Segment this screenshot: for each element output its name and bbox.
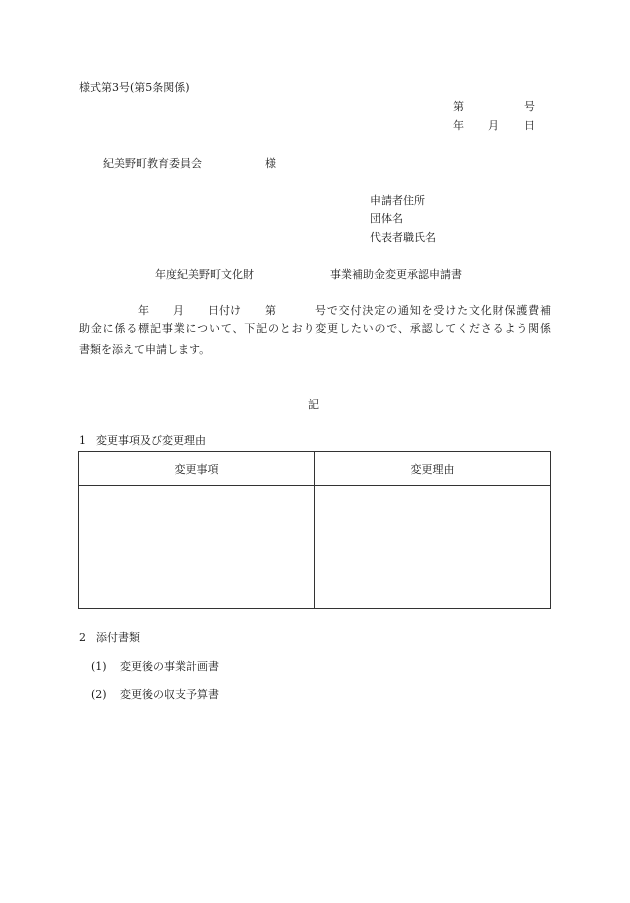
document-title-part2: 事業補助金変更承認申請書 [330, 268, 462, 281]
applicant-rep-label: 代表者職氏名 [370, 231, 436, 244]
date-year: 年 [453, 119, 464, 132]
applicant-org-label: 団体名 [370, 212, 403, 225]
attachment-2-text: 変更後の収支予算書 [120, 688, 219, 701]
applicant-address-label: 申請者住所 [370, 194, 425, 207]
change-reason-cell[interactable] [315, 486, 551, 609]
section2-number: 2 [79, 631, 86, 644]
body-year: 年 [138, 304, 149, 317]
date-month: 月 [488, 119, 499, 132]
body-month: 月 [173, 304, 184, 317]
attachment-2-number: (2) [91, 688, 107, 701]
change-item-header: 変更事項 [79, 452, 315, 486]
attachment-1-number: (1) [91, 660, 107, 673]
body-dai: 第 [265, 304, 276, 317]
doc-number-go: 号 [524, 100, 535, 113]
addressee-honorific: 様 [265, 157, 276, 170]
document-title-part1: 年度紀美野町文化財 [155, 268, 254, 281]
change-table [78, 451, 551, 609]
form-number: 様式第3号(第5条関係) [79, 81, 190, 94]
table-header-row [79, 452, 551, 486]
body-line3: 書類を添えて申請します。 [79, 343, 211, 356]
date-day: 日 [524, 119, 535, 132]
attachment-1-text: 変更後の事業計画書 [120, 660, 219, 673]
section2-title: 添付書類 [96, 631, 140, 644]
body-dated: 日付け [208, 304, 241, 317]
change-reason-header: 変更理由 [315, 452, 551, 486]
change-item-cell[interactable] [79, 486, 315, 609]
body-line1-rest: 号で交付決定の通知を受けた文化財保護費補 [315, 304, 551, 317]
ki-heading: 記 [308, 398, 319, 411]
table-row [79, 486, 551, 609]
body-paragraph [79, 318, 551, 360]
addressee-name: 紀美野町教育委員会 [103, 157, 202, 170]
body-line2: 助金に係る標記事業について、下記のとおり変更したいので、承認してくださるよう関係 [79, 322, 551, 335]
section1-title: 変更事項及び変更理由 [96, 434, 206, 447]
section1-number: 1 [79, 434, 86, 447]
doc-number-dai: 第 [453, 100, 464, 113]
